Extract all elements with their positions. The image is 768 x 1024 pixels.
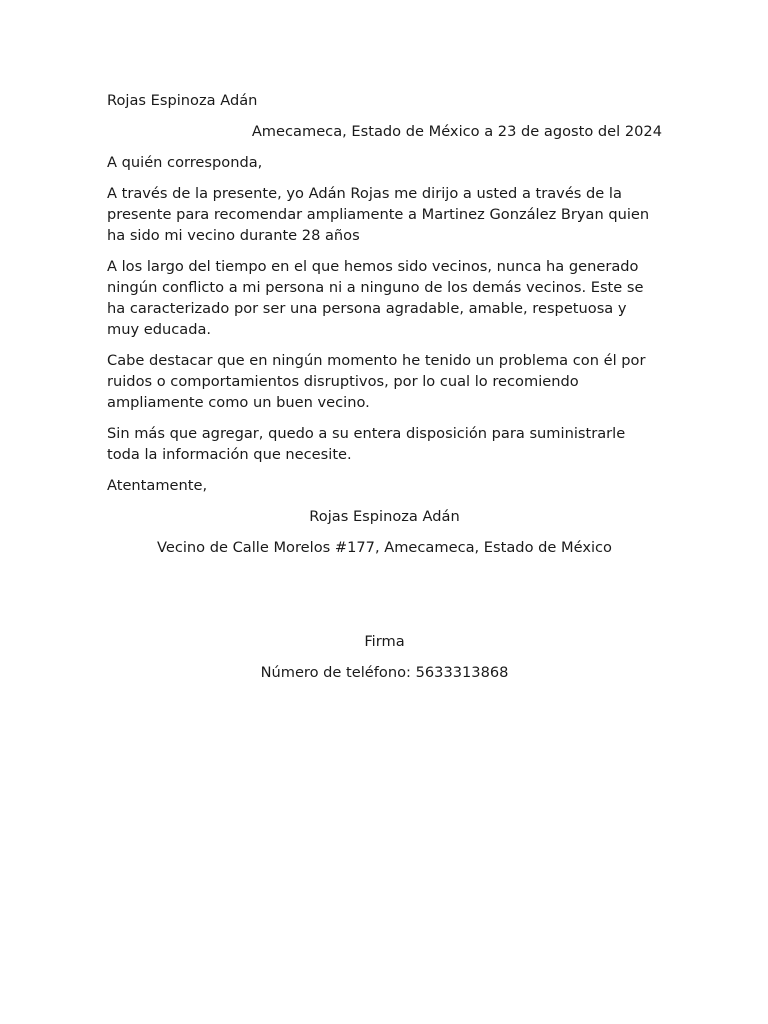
letter-page xyxy=(107,90,662,693)
sender-name: Rojas Espinoza Adán xyxy=(107,92,258,109)
body-paragraph-2: A los largo del tiempo en el que hemos sido vecinos, nunca ha generado ningún conflicto a mi persona ni a ninguno de los demás vecinos. Este se ha caracterizado por ser una persona agradable, amable, respetuosa y muy educada. xyxy=(107,258,644,338)
phone-number: Número de teléfono: 5633313868 xyxy=(260,664,509,681)
place-date: Amecameca, Estado de México a 23 de agosto del 2024 xyxy=(251,123,662,140)
body-paragraph-4: Sin más que agregar, quedo a su entera disposición para suministrarle toda la información que necesite. xyxy=(107,425,626,463)
signature-space xyxy=(107,568,662,631)
signer-address: Vecino de Calle Morelos #177, Amecameca, Estado de México xyxy=(157,539,612,556)
body-paragraph-3: Cabe destacar que en ningún momento he tenido un problema con él por ruidos o comportamientos disruptivos, por lo cual lo recomiendo ampliamente como un buen vecino. xyxy=(107,352,646,411)
closing: Atentamente, xyxy=(107,477,208,494)
signer-name: Rojas Espinoza Adán xyxy=(309,508,460,525)
signature-label: Firma xyxy=(364,633,405,650)
salutation: A quién corresponda, xyxy=(107,154,263,171)
body-paragraph-1: A través de la presente, yo Adán Rojas me dirijo a usted a través de la presente para recomendar ampliamente a Martinez González Bryan quien ha sido mi vecino durante 28 años xyxy=(107,185,650,244)
